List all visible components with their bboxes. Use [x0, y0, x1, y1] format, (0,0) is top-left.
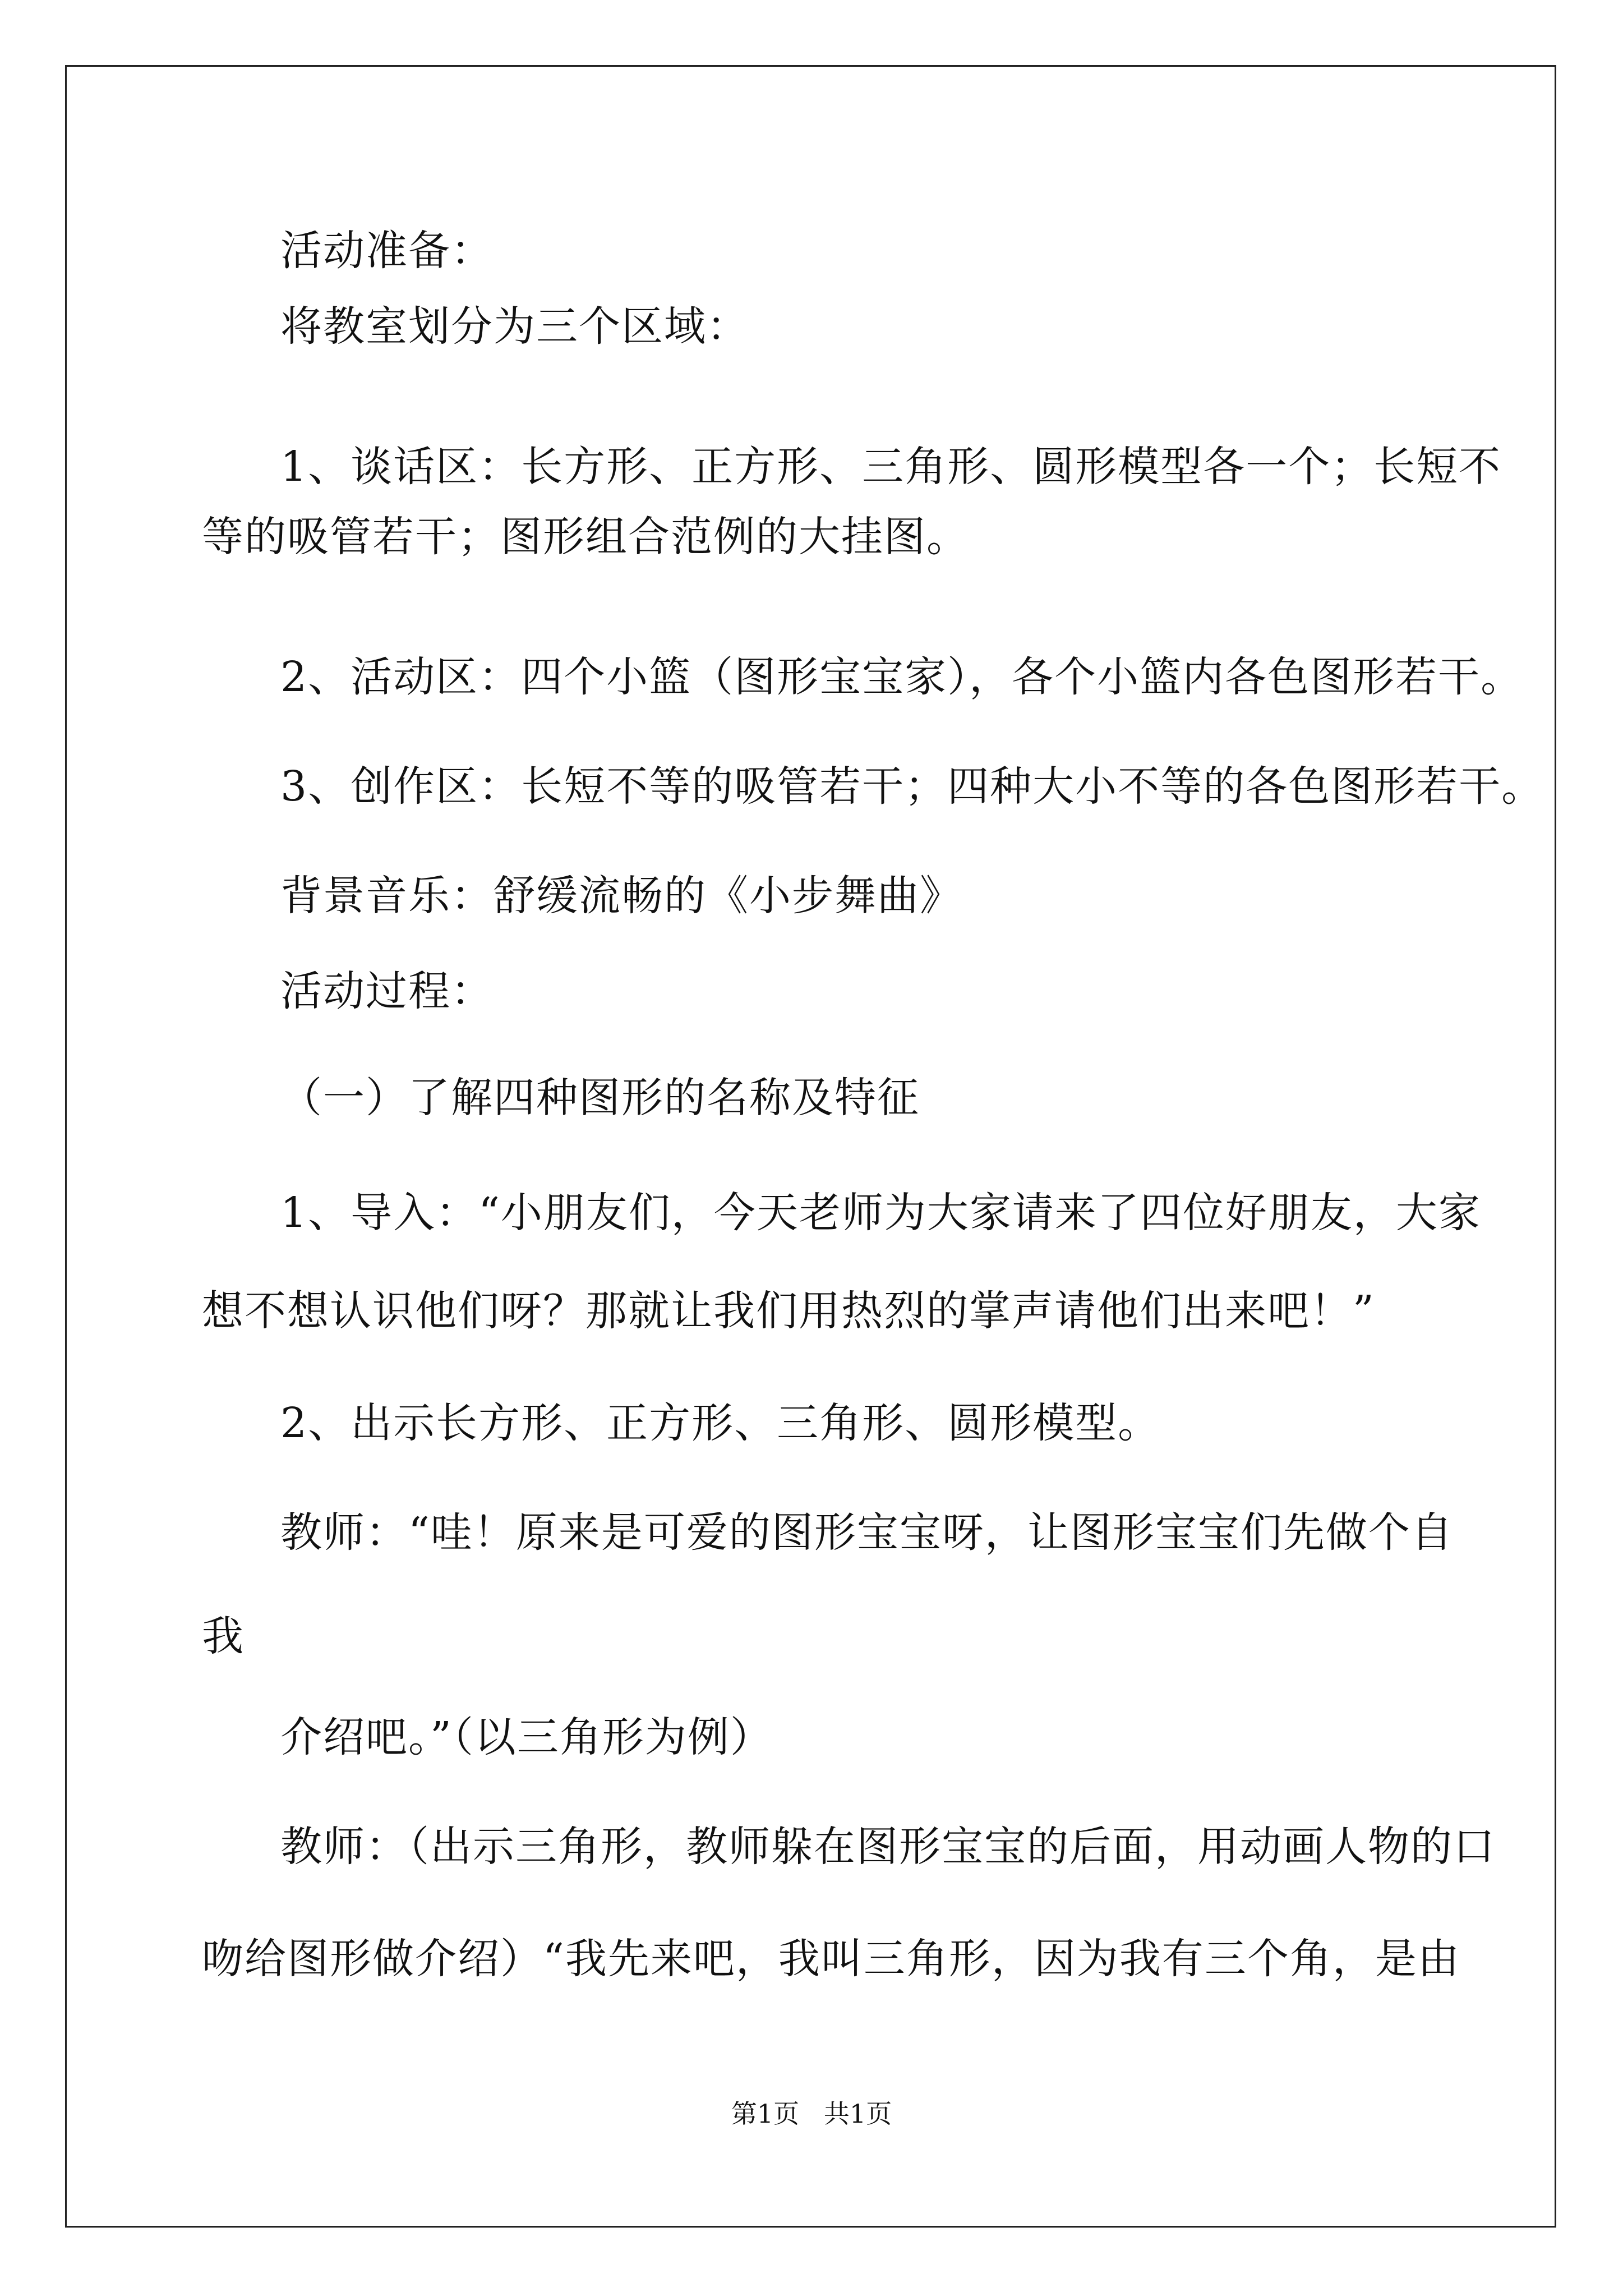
paragraph-line: 3、创作区：长短不等的吸管若干；四种大小不等的各色图形若干。 — [280, 762, 1544, 811]
paragraph-line: 我 — [202, 1612, 245, 1660]
paragraph-line: 想不想认识他们呀？那就让我们用热烈的掌声请他们出来吧！” — [202, 1287, 1375, 1335]
paragraph-line: 2、活动区：四个小篮（图形宝宝家），各个小篮内各色图形若干。 — [280, 653, 1524, 701]
paragraph-line: 教师：（出示三角形，教师躲在图形宝宝的后面，用动画人物的口 — [280, 1823, 1496, 1871]
paragraph-line: 活动过程： — [280, 967, 494, 1015]
paragraph-line: 教师：“哇！原来是可爱的图形宝宝呀，让图形宝宝们先做个自 — [280, 1508, 1454, 1557]
paragraph-line: 将教室划分为三个区域： — [280, 302, 749, 351]
paragraph-line: 1、导入：“小朋友们，今天老师为大家请来了四位好朋友，大家 — [280, 1189, 1481, 1237]
paragraph-line: 2、出示长方形、正方形、三角形、圆形模型。 — [280, 1399, 1161, 1447]
paragraph-line: 1、谈话区：长方形、正方形、三角形、圆形模型各一个；长短不 — [280, 443, 1502, 491]
paragraph-line: （一）了解四种图形的名称及特征 — [280, 1074, 920, 1122]
paragraph-line: 背景音乐：舒缓流畅的《小步舞曲》 — [280, 872, 962, 920]
paragraph-line: 吻给图形做介绍）“我先来吧，我叫三角形，因为我有三个角，是由 — [202, 1935, 1460, 1983]
paragraph-line: 介绍吧。”（以三角形为例） — [280, 1713, 773, 1761]
paragraph-line: 等的吸管若干；图形组合范例的大挂图。 — [202, 513, 969, 561]
page-number-footer: 第1页 共1页 — [731, 2099, 892, 2129]
paragraph-line: 活动准备： — [280, 227, 494, 275]
page-border — [65, 65, 1556, 2228]
